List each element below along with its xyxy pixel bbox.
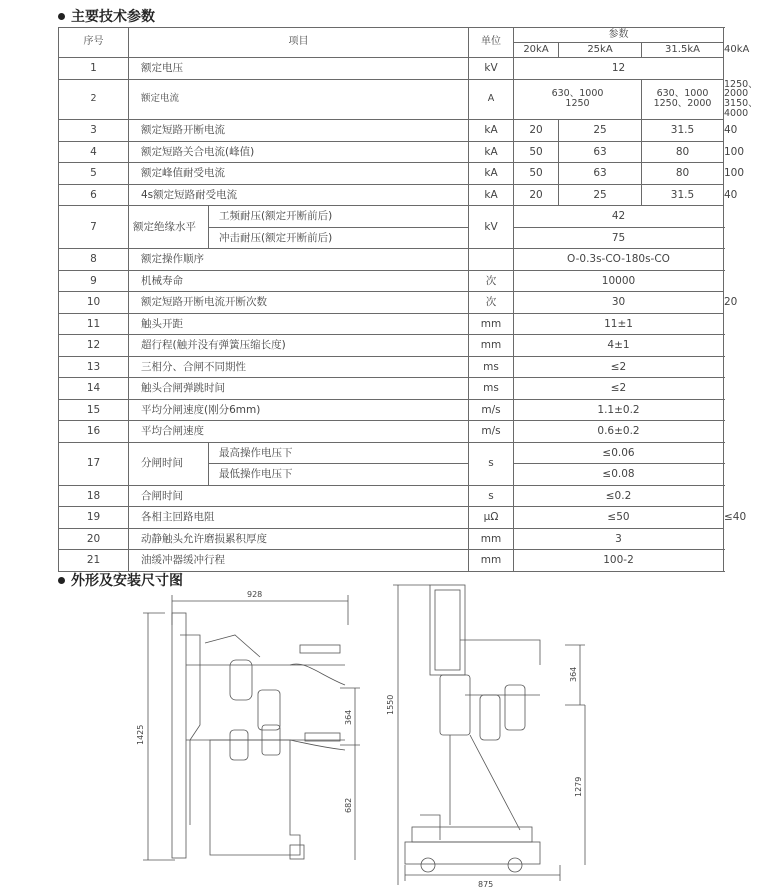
row-value: O-0.3s-CO-180s-CO [514, 249, 724, 271]
row-value: 31.5 [642, 184, 724, 206]
row-unit: mm [469, 528, 514, 550]
row-item: 触头合闸弹跳时间 [129, 378, 469, 400]
table-row [59, 485, 724, 507]
row-item: 额定短路开断电流 [129, 120, 469, 142]
row-unit: kV [469, 206, 514, 249]
row-item: 各相主回路电阻 [129, 507, 469, 529]
table-row [59, 378, 724, 400]
row-subitem: 最低操作电压下 [209, 464, 469, 486]
table-row: 2 额定电流 A 630、1000 1250 630、1000 1250、2000 1250、2000 3150、4000 [59, 79, 724, 120]
row-unit: 次 [469, 292, 514, 314]
header-col-20ka: 20kA [514, 43, 559, 58]
dim-label-1279: 1279 [574, 776, 583, 797]
row-number: 17 [59, 442, 129, 485]
row-value: ≤2 [514, 378, 724, 400]
row-value: 25 [559, 184, 642, 206]
row-unit [469, 249, 514, 271]
table-row [59, 249, 724, 271]
row-item: 额定电流 [129, 79, 469, 120]
row-item: 分闸时间 [129, 442, 209, 485]
row-number: 4 [59, 141, 129, 163]
row-item: 额定电压 [129, 58, 469, 80]
table-row [59, 335, 724, 357]
row-number: 7 [59, 206, 129, 249]
row-number: 20 [59, 528, 129, 550]
row-number: 11 [59, 313, 129, 335]
dim-label-364-left: 364 [344, 709, 353, 725]
header-item: 项目 [129, 28, 469, 58]
table-row [59, 528, 724, 550]
dimensions-title: 外形及安装尺寸图 [71, 573, 183, 589]
row-unit: mm [469, 550, 514, 572]
row-value: 80 [642, 141, 724, 163]
row-item: 油缓冲器缓冲行程 [129, 550, 469, 572]
row-unit: μΩ [469, 507, 514, 529]
table-row [59, 442, 724, 464]
table-row [59, 356, 724, 378]
specs-title: 主要技术参数 [71, 9, 155, 25]
row-number: 5 [59, 163, 129, 185]
table-row [59, 421, 724, 443]
table-header-row [59, 28, 724, 43]
table-row [59, 313, 724, 335]
row-value: ≤50 [514, 507, 724, 529]
row-value: ≤0.06 [514, 442, 724, 464]
row-unit: kA [469, 141, 514, 163]
row-unit: A [469, 79, 514, 120]
row-unit: kA [469, 184, 514, 206]
row-number: 8 [59, 249, 129, 271]
row-value: 4±1 [514, 335, 724, 357]
row-number: 9 [59, 270, 129, 292]
side-view-right [405, 585, 540, 872]
row-subitem: 冲击耐压(额定开断前后) [209, 227, 469, 249]
dim-label-1550: 1550 [386, 694, 395, 715]
row-value: 0.6±0.2 [514, 421, 724, 443]
row-number: 12 [59, 335, 129, 357]
row-value: 1.1±0.2 [514, 399, 724, 421]
row-item: 额定操作顺序 [129, 249, 469, 271]
table-row: 3 额定短路开断电流 kA 20 25 31.5 40 [59, 120, 724, 142]
row-value: 20 [514, 184, 559, 206]
row-number: 2 [59, 79, 129, 120]
row-value: 42 [514, 206, 724, 228]
table-row: 19 各相主回路电阻 μΩ ≤50 ≤40 [59, 507, 724, 529]
row-item: 平均分闸速度(刚分6mm) [129, 399, 469, 421]
row-value: 50 [514, 141, 559, 163]
row-value: 10000 [514, 270, 724, 292]
row-item: 额定短路开断电流开断次数 [129, 292, 469, 314]
row-unit: 次 [469, 270, 514, 292]
table-row [59, 58, 724, 80]
table-row: 4 额定短路关合电流(峰值) kA 50 63 80 100 [59, 141, 724, 163]
row-value: 630、1000 1250、2000 [642, 79, 724, 120]
row-subitem: 工频耐压(额定开断前后) [209, 206, 469, 228]
row-unit: kA [469, 120, 514, 142]
dimension-drawing [0, 565, 769, 891]
row-value: 63 [559, 163, 642, 185]
section-title-specs [58, 6, 155, 26]
row-value: 12 [514, 58, 724, 80]
dim-label-875: 875 [478, 880, 494, 889]
row-value: ≤0.08 [514, 464, 724, 486]
row-item: 额定峰值耐受电流 [129, 163, 469, 185]
row-number: 3 [59, 120, 129, 142]
bullet-icon [58, 13, 65, 20]
dim-label-364-right: 364 [569, 666, 578, 682]
header-unit: 单位 [469, 28, 514, 58]
row-number: 16 [59, 421, 129, 443]
row-value: 63 [559, 141, 642, 163]
row-item: 额定短路关合电流(峰值) [129, 141, 469, 163]
row-value: 31.5 [642, 120, 724, 142]
row-item: 超行程(触并没有弹簧压缩长度) [129, 335, 469, 357]
row-value: 50 [514, 163, 559, 185]
header-params: 参数 [514, 28, 724, 43]
dim-label-682: 682 [344, 797, 353, 813]
row-item: 动静触头允许磨损累积厚度 [129, 528, 469, 550]
row-unit: kV [469, 58, 514, 80]
row-unit: s [469, 485, 514, 507]
row-item: 三相分、合闸不同期性 [129, 356, 469, 378]
row-number: 21 [59, 550, 129, 572]
table-row [59, 399, 724, 421]
row-number: 18 [59, 485, 129, 507]
row-value: 30 [514, 292, 724, 314]
table-row: 10 额定短路开断电流开断次数 次 30 20 [59, 292, 724, 314]
row-value: ≤0.2 [514, 485, 724, 507]
header-col-25ka: 25kA [559, 43, 642, 58]
row-value: ≤2 [514, 356, 724, 378]
spec-table [58, 27, 758, 572]
row-number: 6 [59, 184, 129, 206]
table-row: 6 4s额定短路耐受电流 kA 20 25 31.5 40 [59, 184, 724, 206]
row-item: 合闸时间 [129, 485, 469, 507]
row-item: 机械寿命 [129, 270, 469, 292]
row-value: 75 [514, 227, 724, 249]
row-unit: m/s [469, 399, 514, 421]
row-number: 14 [59, 378, 129, 400]
row-unit: kA [469, 163, 514, 185]
row-unit: ms [469, 356, 514, 378]
row-value: 3 [514, 528, 724, 550]
table-header-subrow: 20kA 25kA 31.5kA 40kA [59, 43, 724, 58]
row-item: 额定绝缘水平 [129, 206, 209, 249]
row-value: 25 [559, 120, 642, 142]
row-number: 19 [59, 507, 129, 529]
row-unit: mm [469, 313, 514, 335]
header-col-31-5ka: 31.5kA [642, 43, 724, 58]
row-item: 4s额定短路耐受电流 [129, 184, 469, 206]
row-unit: ms [469, 378, 514, 400]
row-number: 1 [59, 58, 129, 80]
row-item: 触头开距 [129, 313, 469, 335]
row-number: 15 [59, 399, 129, 421]
row-value: 100-2 [514, 550, 724, 572]
row-number: 10 [59, 292, 129, 314]
row-subitem: 最高操作电压下 [209, 442, 469, 464]
table-row [59, 270, 724, 292]
row-value: 630、1000 1250 [514, 79, 642, 120]
dim-label-1425: 1425 [136, 724, 145, 745]
row-number: 13 [59, 356, 129, 378]
side-view-left [172, 613, 345, 859]
row-unit: m/s [469, 421, 514, 443]
row-value: 11±1 [514, 313, 724, 335]
row-value: 20 [514, 120, 559, 142]
row-unit: mm [469, 335, 514, 357]
row-value: 80 [642, 163, 724, 185]
table-row: 5 额定峰值耐受电流 kA 50 63 80 100 [59, 163, 724, 185]
dim-label-928: 928 [247, 590, 263, 599]
row-unit: s [469, 442, 514, 485]
header-seq: 序号 [59, 28, 129, 58]
row-item: 平均合闸速度 [129, 421, 469, 443]
table-row [59, 206, 724, 228]
